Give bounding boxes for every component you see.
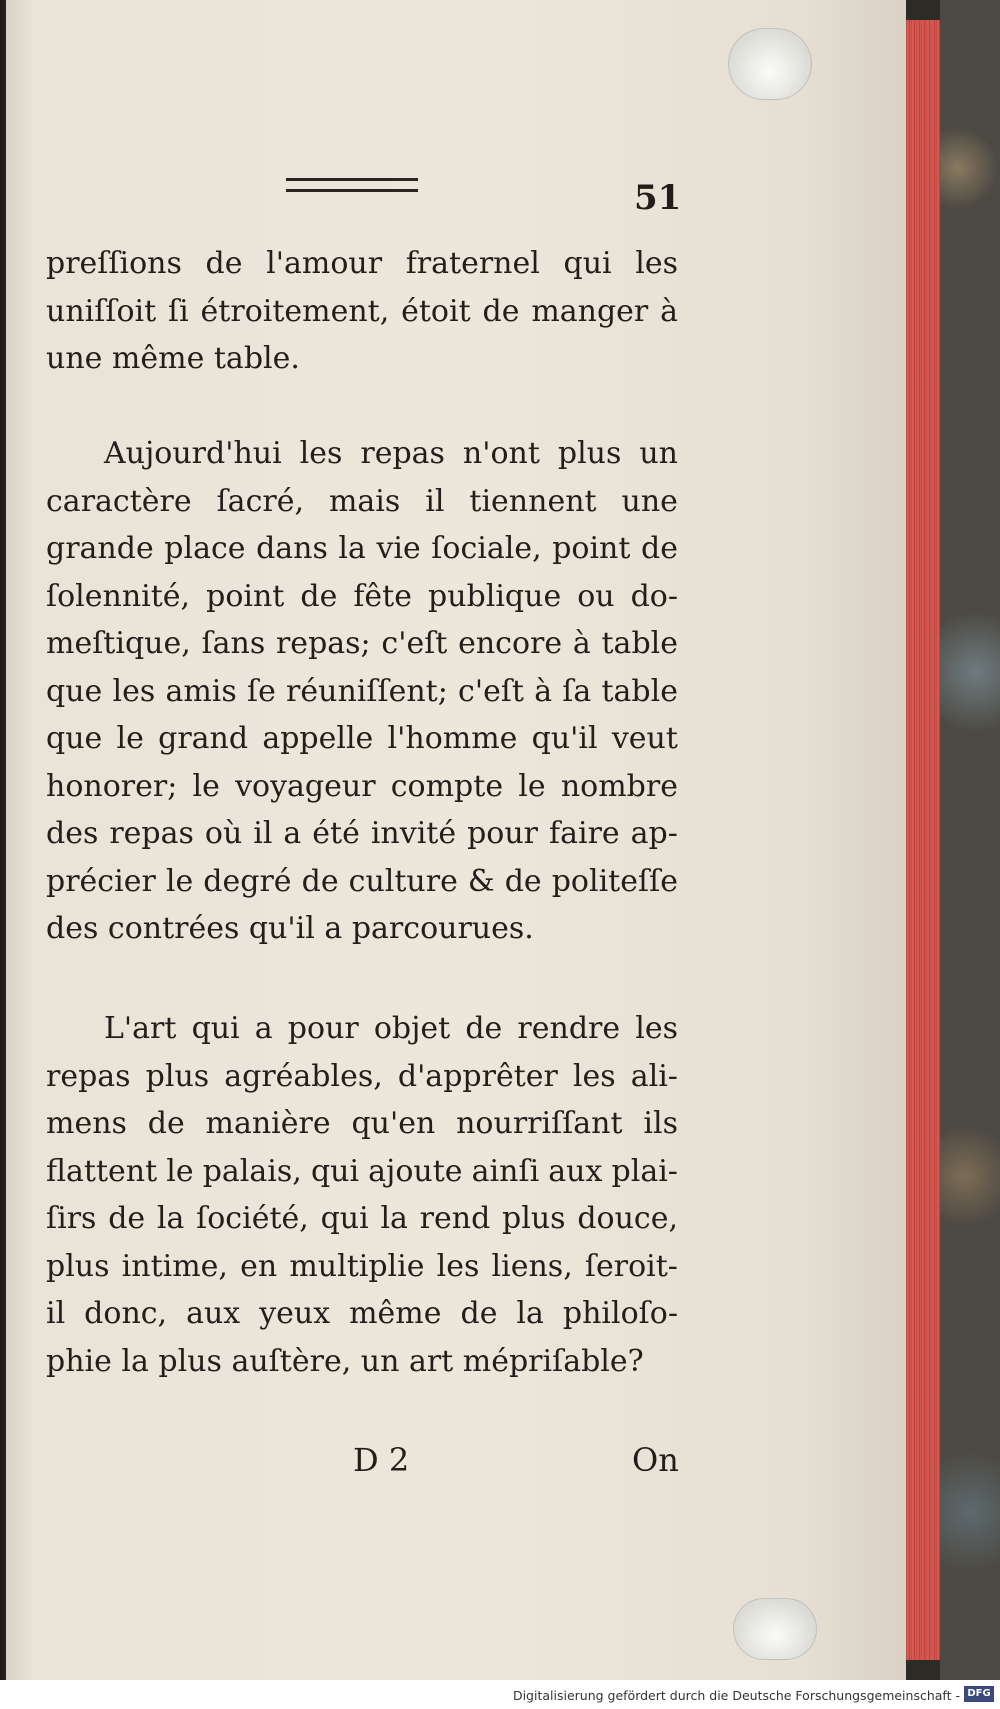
word: ainſi (471, 1153, 540, 1189)
word: la (156, 1201, 185, 1236)
word: ſociale, (431, 531, 542, 566)
text-line (46, 288, 678, 336)
footer-bar (0, 1680, 1000, 1709)
text-line (46, 240, 678, 288)
word: repas; (275, 626, 371, 661)
word: ſi (168, 293, 189, 329)
word: le (116, 721, 144, 756)
word: aux (186, 1296, 241, 1331)
word: où (204, 816, 243, 851)
word: nourriſſant (456, 1106, 623, 1141)
page-number: 51 (634, 178, 682, 218)
word: précier (46, 863, 156, 899)
word: en (240, 1248, 278, 1284)
word: à (572, 626, 591, 661)
word: plus (145, 1058, 210, 1094)
text-line (46, 1148, 678, 1196)
word: & (467, 863, 495, 899)
word: fraternel (405, 246, 540, 281)
text-line (46, 525, 678, 573)
word: qui (563, 246, 612, 281)
word: do- (630, 578, 678, 614)
word: de (108, 1201, 146, 1236)
word: pour (287, 1011, 359, 1046)
word: point (552, 531, 631, 566)
word: degré (203, 863, 292, 899)
word: que (46, 673, 103, 709)
glass-clip-top (728, 28, 812, 100)
word: ils (643, 1106, 678, 1141)
word: liens, (491, 1248, 573, 1284)
word: ſeroit- (584, 1248, 678, 1284)
word: ſa (562, 673, 592, 709)
word: une (621, 483, 678, 519)
word: réuniſſent; (286, 673, 448, 709)
word: a (254, 1011, 273, 1046)
book-page (6, 0, 906, 1680)
word: ſolennité, (46, 578, 191, 614)
funding-credit: Digitalisierung gefördert durch die Deutsche Forschungsgemeinschaft - (512, 1688, 960, 1703)
header-rule (286, 178, 418, 192)
word: point (206, 578, 285, 614)
word: de (147, 1106, 185, 1141)
glass-clip-bottom (733, 1598, 817, 1660)
text-line: phie la plus auſtère, un art mépriſable? (46, 1343, 644, 1379)
text-line (46, 573, 678, 621)
word: n'ont (462, 436, 540, 471)
word: il (425, 483, 445, 519)
word: nombre (560, 768, 678, 804)
word: encore (458, 626, 563, 661)
word: veut (611, 721, 678, 756)
word: politeſſe (551, 863, 678, 899)
word: rendre (517, 1011, 621, 1046)
word: qui (191, 1011, 240, 1046)
word: les (572, 1058, 616, 1094)
word: le (518, 768, 546, 804)
word: les (299, 436, 343, 471)
word: intime, (121, 1248, 228, 1284)
word: table (601, 673, 678, 709)
text-line (46, 1005, 678, 1053)
word: le (165, 863, 194, 899)
word: ſans (201, 626, 266, 661)
word: repas (360, 436, 445, 471)
word: ajoute (368, 1153, 463, 1189)
word: de (460, 1296, 498, 1331)
word: de (300, 578, 338, 614)
word: c'eſt (458, 673, 524, 709)
word: le (192, 768, 220, 804)
word: ſacré, (216, 483, 304, 519)
word: de (482, 293, 520, 329)
word: mais (328, 483, 401, 519)
text-line (46, 430, 678, 478)
word: Aujourd'hui (104, 436, 282, 471)
word: c'eſt (381, 626, 448, 661)
word: le (166, 1153, 194, 1189)
word: preſſions (46, 246, 182, 281)
word: même (349, 1296, 442, 1331)
text-line (46, 1100, 678, 1148)
paragraph-3 (46, 1005, 678, 1385)
word: table (601, 626, 678, 661)
paragraph-2 (46, 430, 678, 953)
word: les (436, 1248, 480, 1284)
word: l'homme (387, 721, 518, 756)
word: il (46, 1296, 66, 1331)
word: mens (46, 1106, 127, 1141)
word: vie (376, 531, 421, 566)
word: faire (548, 816, 620, 851)
dfg-logo: DFG (964, 1686, 994, 1702)
text-line (46, 478, 678, 526)
word: uniſſoit (46, 293, 157, 329)
word: les (112, 673, 156, 709)
word: à (534, 673, 553, 709)
signature-mark: D 2 (353, 1441, 410, 1479)
word: qu'en (351, 1106, 436, 1141)
word: grande (46, 531, 154, 566)
word: plus (502, 1201, 566, 1236)
word: culture (348, 863, 458, 899)
paragraph-1 (46, 240, 678, 383)
word: ſociété, (196, 1201, 309, 1236)
word: douce, (577, 1201, 678, 1236)
word: manger (531, 293, 649, 329)
catchword: On (632, 1441, 679, 1479)
word: honorer; (46, 768, 178, 804)
word: objet (373, 1011, 451, 1046)
word: invité (370, 816, 457, 851)
word: qui (320, 1201, 369, 1236)
word: il (253, 816, 273, 851)
word: qui (310, 1153, 360, 1189)
word: qu'il (531, 721, 598, 756)
word: dans (256, 531, 328, 566)
word: un (639, 436, 678, 471)
word: repas (109, 816, 194, 851)
word: la (516, 1296, 544, 1331)
word: palais, (202, 1153, 302, 1189)
word: les (635, 246, 678, 281)
word: des (46, 816, 99, 851)
word: compte (390, 768, 504, 804)
word: appelle (262, 721, 374, 756)
word: fête (353, 578, 412, 614)
word: de (504, 863, 542, 899)
word: aux (548, 1153, 603, 1189)
word: la (380, 1201, 408, 1236)
word: yeux (259, 1296, 331, 1331)
word: l'amour (266, 246, 383, 281)
word: rend (419, 1201, 491, 1236)
word: pour (467, 816, 539, 851)
word: d'apprêter (397, 1058, 558, 1094)
word: la (338, 531, 366, 566)
word: de (465, 1011, 503, 1046)
text-line (46, 858, 678, 906)
text-line: des contrées qu'il a parcourues. (46, 911, 534, 946)
word: flattent (46, 1153, 158, 1189)
word: de (301, 863, 339, 899)
text-line (46, 1053, 678, 1101)
text-line (46, 1195, 678, 1243)
word: étoit (401, 293, 471, 329)
word: ali- (630, 1058, 678, 1094)
word: tiennent (469, 483, 597, 519)
word: plus (557, 436, 622, 471)
text-line: une même table. (46, 341, 300, 376)
word: agréables, (224, 1058, 383, 1094)
word: à (660, 293, 678, 329)
text-line (46, 715, 678, 763)
word: les (635, 1011, 678, 1046)
word: de (205, 246, 243, 281)
text-line (46, 763, 678, 811)
word: été (312, 816, 360, 851)
word: que (46, 721, 103, 756)
word: meſtique, (46, 626, 191, 661)
word: manière (205, 1106, 331, 1141)
word: étroitement, (200, 293, 390, 329)
word: multiplie (289, 1248, 425, 1284)
word: publique (428, 578, 562, 614)
word: repas (46, 1058, 131, 1094)
word: plai- (611, 1153, 678, 1189)
word: place (164, 531, 246, 566)
word: amis (165, 673, 237, 709)
text-line (46, 668, 678, 716)
text-line (46, 1290, 678, 1338)
text-line (46, 810, 678, 858)
text-line (46, 620, 678, 668)
word: ſe (246, 673, 276, 709)
word: plus (46, 1248, 110, 1284)
word: caractère (46, 483, 192, 519)
text-line (46, 1243, 678, 1291)
word: ſirs (46, 1201, 97, 1236)
word: de (640, 531, 678, 566)
book-cover-edge (940, 0, 1000, 1680)
word: ou (577, 578, 615, 614)
word: L'art (104, 1011, 177, 1046)
word: a (283, 816, 302, 851)
word: ap- (630, 816, 678, 851)
word: voyageur (235, 768, 376, 804)
word: grand (158, 721, 249, 756)
word: philoſo- (562, 1296, 678, 1331)
word: donc, (84, 1296, 168, 1331)
